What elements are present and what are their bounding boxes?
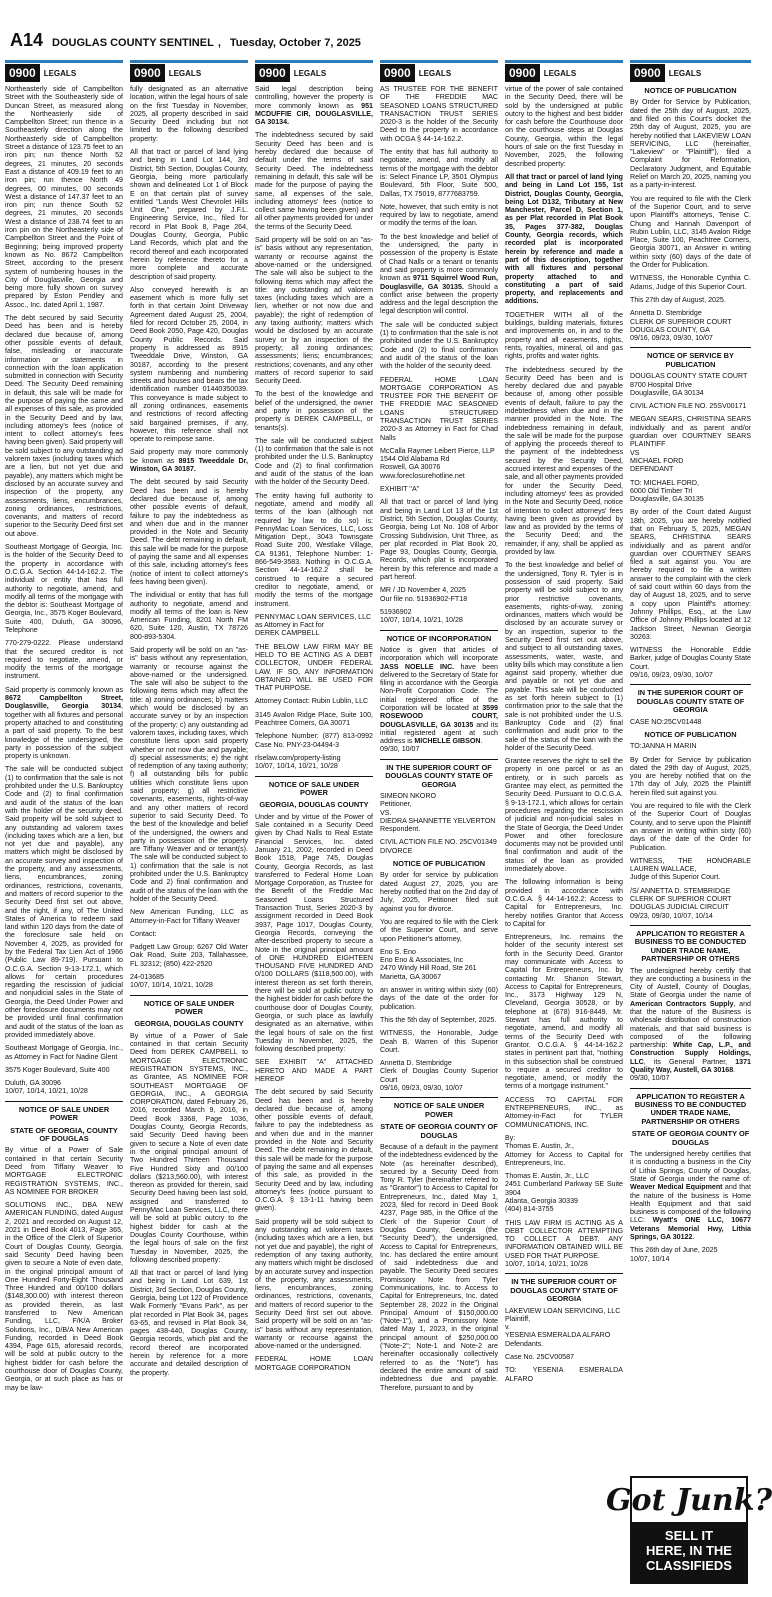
notice-heading: NOTICE OF SERVICE BY PUBLICATION	[647, 351, 734, 369]
legal-paragraph: WITNESS the Honorable Eddie Barker, judge of Douglas County State Court. 09/16, 09/23, 09/30, 10/07	[630, 646, 751, 680]
legal-paragraph: Thomas E. Austin, Jr., LLC 2451 Cumberland Parkway SE Suite 3904 Atlanta, Georgia 30339 (404) 814-3755	[505, 1172, 623, 1214]
legal-paragraph: This 27th day of August, 2025.	[630, 295, 726, 304]
legal-paragraph: Padgett Law Group: 6267 Old Water Oak Road, Suite 203, Tallahassee, FL 32312; (850) 422-2520	[130, 943, 248, 968]
legal-paragraph: To the best knowledge and belief of the undersigned, Tony R. Tyler is in possession of said property. Said property will be sold subject to any prior restrictive covenants, easements, rights-of-way, zoning ordinances, matters which would be disclosed by an accurate survey or by an inspection, superior to the Security Deed first set out above, and subject to all outstanding taxes, assessments, water, waste, and utility bills which may constitute a lien against said property, whether due and payable or not yet due and payable. This sale will be conducted as set forth herein subject to (1) confirmation prior to the sale that the sale is not prohibited under the U.S. Bankruptcy Code and (2) final confirmation and audit prior to the sale of the status of the loan with the holder of the Security Deed.	[505, 561, 623, 752]
legal-paragraph: McCalla Raymer Leibert Pierce, LLP 1544 Old Alabama Rd Roswell, GA 30076 www.foreclosurehotline.net	[380, 446, 495, 480]
legal-paragraph: This the 5th day of September, 2025.	[380, 1015, 497, 1024]
legal-paragraph: WITNESS, the Honorable, Judge Deah B. Warren of this Superior Court.	[380, 1029, 498, 1054]
divider	[255, 776, 373, 777]
legal-paragraph: By Order for Service by publication dated the 29th day of August, 2025, you are hereby notified that on the 17th day of July, 2025 the Plaintiff herein filed suit against you.	[630, 755, 751, 797]
page-header-line: A14 DOUGLAS COUNTY SENTINEL , Tuesday, October 7, 2025	[10, 30, 361, 50]
section-number: 0900	[130, 64, 165, 82]
legal-paragraph: MEGAN SEARS, CHRISTINA SEARS individually and as parent and/or guardian over COURTNEY SEARS PLAINTIFF VS MICHAEL FORD DEFENDANT	[630, 415, 751, 474]
divider	[380, 759, 498, 760]
legal-paragraph: By virtue of a Power of Sale contained in that certain Security Deed from Tiffany Weaver to MORTGAGE ELECTRONIC REGISTRATION SYSTEMS, INC., AS NOMINEE FOR BROKER	[5, 1146, 123, 1196]
legal-paragraph: LAKEVIEW LOAN SERVICING, LLC Plaintiff, v. YESENIA ESMERALDA ALFARO Defendants.	[505, 1306, 621, 1348]
run-dates: 09/23, 09/30, 10/07, 10/14	[630, 911, 713, 920]
legal-paragraph: You are required to file with the Clerk of the Superior Court, and to serve upon Plaintiff's attorneys, Tenise C. Chung and Hannah Davenport of Rubin Lublin, LLC, 3145 Avalon Ridge Place, Suite 100, Peachtree Corners, Georgia 30071, an Answer in writing within sixty (60) days of the date of the Order for Publication.	[630, 194, 751, 270]
legal-paragraph: AS TRUSTEE FOR THE BENEFIT OF THE FREDDIE MAC SEASONED LOANS STRUCTURED TRANSACTION TRUST SERIES 2020-3 is the holder of the Security Deed to the property in accordance with OCGA § 44-14-162.2.	[380, 85, 498, 143]
divider	[630, 684, 751, 685]
run-dates: 10/07, 10/14, 10/21, 10/28	[5, 1087, 88, 1096]
legal-paragraph: Said property will be sold subject to any outstanding ad valorem taxes (including taxes which are a lien, but not yet due and payable), the right of redemption of any taxing authority, any matters which might be disclosed by an accurate survey and inspection of the property, any assessments, liens, encumbrances, zoning ordinances, restrictions, covenants, and matters of record superior to the Security Deed first set out above. Said property will be sold on an "as-is" basis without any representation, warranty or recourse against the above-named or the undersigned.	[255, 1217, 373, 1351]
legal-paragraph	[255, 754, 373, 771]
section-label: LEGALS	[168, 68, 202, 78]
notice-heading: IN THE SUPERIOR COURT OF DOUGLAS COUNTY STATE OF GEORGIA	[636, 688, 745, 715]
notice-heading: IN THE SUPERIOR COURT OF DOUGLAS COUNTY STATE OF GEORGIA	[510, 1277, 618, 1304]
legal-paragraph: Attorney Contact: Rubin Lublin, LLC	[255, 697, 369, 706]
column-5	[505, 60, 623, 1590]
publication-name: DOUGLAS COUNTY SENTINEL	[52, 37, 214, 49]
section-label: LEGALS	[43, 68, 77, 78]
legal-paragraph: an answer in writing within sixty (60) days of the date of the order for publication.	[380, 986, 498, 1011]
legal-paragraph: TOGETHER WITH all of the buildings, building materials, fixtures and improvements on, in and to the property and all easements, rights, rents, royalties, mineral, oil and gas rights, profits and water rights.	[505, 310, 623, 361]
section-number: 0900	[505, 64, 540, 82]
legal-paragraph: Northeasterly side of Campbellton Street with the Southeasterly side of Duncan Street, as measured along the Northeasterly side of Campbellton Street; run thence in a Southeasterly direction along the Northeasterly side of Campbellton Street a distance of 123.75 feet to an iron pin; run thence North 52 degrees, 21 minutes, 20 seconds East a distance of 409.19 feet to an iron pin; run thence North 49 degrees, 00 minutes, 00 seconds West a distance of 147.37 feet to an iron pin; run thence South 52 degrees, 21 minutes, 20 seconds West a distance of 238.74 feet to an iron pin on the Northeasterly side of Campbellton Street and the Point of Beginning; being improved property known as No. 8672 Campbellton Street, according to the present system of numbering houses in the City of Douglasville, Georgia and being more fully shown on survey prepared by Eston Pendley and Assoc., Inc. dated April 1, 1987.	[5, 85, 123, 309]
run-dates: 09/16, 09/23, 09/30, 10/07	[630, 334, 713, 343]
run-dates: 09/16, 09/23, 09/30, 10/07	[630, 671, 713, 680]
notice-heading: APPLICATION TO REGISTER A BUSINESS TO BE CONDUCTED UNDER TRADE NAME, PARTNERSHIP OR OTHERS	[634, 928, 747, 964]
legal-paragraph: Duluth, GA 30096 10/07, 10/14, 10/21, 10/28	[5, 1079, 88, 1096]
legal-paragraph: To the best of the knowledge and belief of the undersigned, the owner and party in possession of the property is DEREK CAMPBELL, or tenants(s).	[255, 390, 373, 432]
legal-paragraph: Also conveyed herewith is an easement which is more fully set forth in that certain Joint Driveway Agreement dated August 25, 2004, filed for record October 25, 2004, in Deed Book 2050, Page 420, Douglas County Public Records. Said property is addressed as 8915 Tweeddale Drive, Winston, GA 30187, according to the present system numbering and numbering streets and houses and bears the tax identification number 01440350039. This conveyance is made subject to all zoning ordinances, easements and restrictions of record affecting said bargained premises, if any, however, this reference shall not operate to reimpose same.	[130, 285, 248, 444]
notice-heading: NOTICE OF SALE UNDER POWER	[268, 779, 360, 797]
column-1	[5, 60, 123, 1590]
legal-paragraph: Grantee reserves the right to sell the property in one parcel or as an entirety, or in such parcels as Grantee may elect, as permitted the Security Deed. Pursuant to O.C.G.A. § 9-13-172.1, which allows for certain procedures regarding the rescission of judicial and non-judicial sales in the State of Georgia, the Deed Under Power and other foreclosure documents may not be provided until final confirmation and audit of the status of the loan as provided immediately above.	[505, 757, 623, 874]
section-tab	[505, 60, 623, 83]
notice-heading: NOTICE OF SALE UNDER POWER	[18, 1104, 110, 1123]
notice-subheading: STATE OF GEORGIA, COUNTY OF DOUGLAS	[10, 1125, 118, 1143]
legal-paragraph: By Order for Service by Publication, dated the 25th day of August, 2025, and filed on this Court's docket the 25th day of August, 2025, you are hereby notified that LAKEVIEW LOAN SERVICING, LLC (hereinafter, "Lakeview" or "Plaintiff"), filed a Complaint for Reformation, Declaratory Judgment, and Equitable Relief on March 20, 2025, naming you as a party-in-interest.	[630, 98, 751, 190]
legal-paragraph: TO: YESENIA ESMERALDA ALFARO	[505, 1366, 623, 1383]
notice-subheading: NOTICE OF PUBLICATION	[644, 729, 737, 739]
ad-tagline: SELL IT HERE, IN THE CLASSIFIEDS	[632, 1522, 746, 1582]
legal-paragraph: The sale will be conducted subject (1) to confirmation that the sale is not prohibited under the U.S. Bankruptcy Code and (2) to final confirmation and audit of the status of the loan with the holder of the security deed. Said property will be sold subject to any outstanding ad valorem taxes (including taxes which are a lien, but not yet due and payable), any matters which might be disclosed by an accurate survey and inspection of the property, and any assessments, liens, encumbrances, zoning ordinances, restrictions, covenants, and matters of record superior to the Security Deed first set out above, and the right, if any, of The United States of America to redeem said land within 120 days from the date of the foreclosure sale held on November 4, 2025, as provided for by the Federal Tax Lien Act of 1966 (Public Law 89-719). Pursuant to O.C.G.A. Section 9-13-172.1, which allows for certain procedures regarding the rescission of judicial and nonjudicial sales in the State of Georgia, the Deed Under Power and other foreclosure documents may not be provided until final confirmation and audit of the status of the loan as provided immediately above.	[5, 765, 123, 1039]
section-label: LEGALS	[418, 68, 452, 78]
legal-paragraph: The debt secured by said Security Deed has been and is hereby declared due because of, among other possible events of default, failure to pay the indebtedness as and when due and in the manner provided in the Note and Security Deed. The debt remaining in default, this sale will be made for the purpose of paying the same and all expenses of this sale, as provided in the Security Deed and by law, including attorney's fees (notice pursuant to O.C.G.A. § 13-1-11 having been given).	[255, 1088, 373, 1213]
legal-paragraph: Annetta D. Stembridge Clerk of Douglas County Superior Court 09/16, 09/23, 09/30, 10/07	[380, 1059, 498, 1093]
classifieds-ad[interactable]	[605, 1476, 772, 1584]
legal-paragraph: Said property will be sold on an "as-is" basis without any representation, warranty or recourse against the above-named or the undersigned. The sale will also be subject to the following items which may affect the title: a) zoning ordinances; b) matters which would be disclosed by an accurate survey or by an inspection of the property; c) any outstanding ad valorem taxes, including taxes, which constitute liens upon said property whether or not now due and payable; d) special assessments; e) the right of redemption of any taxing authority; f) all outstanding bills for public utilities which constitute liens upon said property; g) all restrictive covenants, easements, rights-of-way and any other matters of record superior to said Security Deed. To the best of the knowledge and belief of the undersigned, the owners and party in possession of the property are Tiffany Weaver and or tenant(s). The sale will be conducted subject to 1) confirmation that the sale is not prohibited under the U.S. Bankruptcy Code and 2) final confirmation and audit of the status of the loan with the holder of the Security Deed.	[130, 646, 248, 903]
legal-paragraph: Contact:	[130, 929, 157, 938]
legal-paragraph: CIVIL ACTION FILE NO. 25CV01349 DIVORCE	[380, 838, 497, 855]
legal-paragraph: Annetta D. Stembridge CLERK OF SUPERIOR COURT DOUGLAS COUNTY, GA 09/16, 09/23, 09/30, 10/07	[630, 309, 732, 343]
legal-paragraph: Said property may more commonly be known as 8915 Tweeddale Dr, Winston, GA 30187.	[130, 448, 248, 474]
divider	[630, 1088, 751, 1089]
legal-paragraph: WITNESS, the Honorable Cynthia C. Adams, Judge of this Superior Court.	[630, 274, 751, 291]
section-tab	[630, 60, 751, 83]
section-number: 0900	[255, 64, 290, 82]
column-6	[605, 60, 772, 1590]
divider	[130, 995, 248, 996]
legal-paragraph: The sale will be conducted subject (1) to confirmation that the sale is not prohibited under the U.S. Bankruptcy Code and (2) to final confirmation and audit of the status of the loan with the holder of the Security Deed.	[255, 436, 373, 487]
divider	[380, 630, 498, 631]
legal-paragraph: Telephone Number: (877) 813-0992 Case No. PNY-23-04494-3	[255, 732, 373, 749]
notice-heading: NOTICE OF SALE UNDER POWER	[143, 998, 235, 1016]
notice-subheading: GEORGIA, DOUGLAS COUNTY	[259, 800, 369, 810]
page-number: A14	[10, 30, 44, 50]
section-tab	[5, 60, 123, 83]
legal-paragraph: CASE NO:25CV01448	[630, 717, 702, 726]
legal-paragraph: SOLUTIONS INC., DBA NEW AMERICAN FUNDING, dated August 2, 2021 and recorded on August 12, 2021 in Deed Book 4013, Page 365, in the Office of the Clerk of Superior Court of Douglas County, Georgia, said Security Deed having been given to secure a Note of even date, in the original principal amount of One Hundred Forty-Eight Thousand Three Hundred and 00/100 dollars ($148,300.00) with interest thereon as provided therein, as last transferred to New American Funding, LLC, F/K/A Broker Solutions, Inc., D/B/A New American Funding, recorded in Deed Book 4394, Page 615, aforesaid records, will be sold at public outcry to the highest bidder for cash before the courthouse door of Douglas County, Georgia, or at such place as has or may be law-	[5, 1201, 123, 1392]
legal-paragraph: All that tract or parcel of land lying and being in Land Lot 639, 1st District, 3rd Section, Douglas County, Georgia, being Lot 122 of Providence Walk Formerly "Evans Park", as per plat recorded in Plat Book 34, pages 63-65, and revised in Plat Book 34, pages 438-440, Douglas County, Georgia records, which plat and the record thereof are incorporated herein by reference for a more accurate and detailed description of the property.	[130, 1269, 248, 1377]
legal-paragraph: Southeast Mortgage of Georgia, Inc. is the holder of the Security Deed to the property in accordance with O.C.G.A. Section 44-14-162.2. The individual or entity that has full authority to negotiate, amend, and modify all terms of the mortgage with the debtor is: Southeast Mortgage of Georgia, Inc., 3575 Koger Boulevard, Suite 400, Duluth, GA 30096, Telephone	[5, 543, 123, 634]
ad-headline: Got Junk?	[632, 1478, 746, 1522]
legal-paragraph: The individual or entity that has full authority to negotiate, amend and modify all terms of the loan is New American Funding, 8201 North FM 620, Suite 120, Austin, TX 78726 800-893-5304.	[130, 591, 248, 641]
legal-paragraph: By order of the Court dated August 18th, 2025, you are hereby notified that on February 5, 2025, MEGAN SEARS, CHRISTINA SEARS individually and as parent and/or guardian over COURTNEY SEARS filed a suit against you. You are hereby required to file a written answer to the complaint with the clerk of said court within 60 days from the day of August 18, 2025, and to serve a copy upon Plaintiff's attorney: Johnny Phillips, Esq., at the Law Office of Johnny Phillips located at 12 Jackson Street, Newnan Georgia 30263.	[630, 508, 751, 641]
run-dates: 09/16, 09/23, 09/30, 10/07	[380, 1084, 463, 1093]
notice-subheading: STATE OF GEORGIA COUNTY OF DOUGLAS	[380, 1122, 498, 1140]
legal-paragraph: The sale will be conducted subject (1) to confirmation that the sale is not prohibited under the U.S. Bankruptcy Code and (2) to final confirmation and audit of the status of the loan with the holder of the security deed.	[380, 320, 498, 371]
legal-paragraph: FEDERAL HOME LOAN MORTGAGE CORPORATION AS TRUSTEE FOR THE BENEFIT OF THE FREDDIE MAC SEASONED LOANS STRUCTURED TRANSACTION TRUST SERIES 2020-3 as Attorney in Fact for Chad Nalls	[380, 375, 498, 442]
notice-heading: NOTICE OF INCORPORATION	[386, 633, 492, 643]
section-tab	[380, 60, 498, 83]
section-number: 0900	[380, 64, 415, 82]
legal-paragraph: CIVIL ACTION FILE NO. 25SV00171	[630, 402, 747, 411]
section-label: LEGALS	[543, 68, 577, 78]
legal-paragraph: You are required to file with the Clerk of the Superior Court, and serve upon Petitioner's attorney,	[380, 917, 498, 943]
notice-subheading: STATE OF GEORGIA COUNTY OF DOUGLAS	[631, 1129, 750, 1147]
legals-columns	[5, 60, 772, 1590]
notice-heading: NOTICE OF PUBLICATION	[644, 86, 737, 95]
legal-paragraph: Under and by virtue of the Power of Sale contained in a Security Deed given by Chad Nalls to Real Estate Financial Services, Inc. dated January 21, 2002, recorded in Deed Book 1518, Page 745, Douglas County, Georgia Records, as last transferred to Federal Home Loan Mortgage Corporation, as Trustee for the Benefit of the Freddie Mac Seasoned Loans Structured Transaction Trust, Series 2020-3 by assignment recorded in Deed Book 3937, Page 1017, Douglas County, Georgia Records, conveying the after-described property to secure a Note in the original principal amount of ONE HUNDRED EIGHTEEN THOUSAND FIVE HUNDRED AND 0/100 DOLLARS ($118,500.00), with interest thereon as set forth therein, there will be sold at public outcry to the highest bidder for cash before the courthouse door of Douglas County, Georgia, or such place as lawfully designated as an alternative, within the legal hours of sale on the first Tuesday in November, 2025, the following described property:	[255, 812, 373, 1054]
legal-paragraph: Because of a default in the payment of the indebtedness evidenced by the Note (as hereinafter described), secured by a Security Deed from Tony R. Tyler (hereinafter referred to as "Grantor") to Access to Capital for Entrepreneurs, Inc., dated May 1, 2023, filed for record in Deed Book 4237, Page 985, in the Office of the Clerk of the Superior Court of Douglas County, Georgia (the "Security Deed"), the undersigned, Access to Capital for Entrepreneurs, Inc. has declared the entire amount of said indebtedness due and payable. The Security Deed secures Promissory Note from Tyler Communications, Inc. to Access to Capital for Entrepreneurs, Inc. dated September 28, 2022 in the Original Principal Amount of $150,000.00 ("Note-1"), and a Promissory Note dated May 1, 2023, in the original principal amount of $250,000.00 ("Note-2"; Note-1 and Note-2 are hereinafter occasionally collectively referred to as the "Note") has declared the entire amount of said indebtedness due and payable. Therefore, pursuant to and by	[380, 1142, 498, 1392]
legal-paragraph: All that tract or parcel of land lying and being in Land Lot 144, 3rd District, 5th Section, Douglas County, Georgia, being more particularly shown and delineated Lot 1 of Block E on that certain plat of survey entitled "Lands West Chevrolet Hills Unit One," prepared by J.F.L. Engineering Service, Inc., filed for record in Plat Book 8, Page 264, Douglas County, Georgia, Public Land Records, which plat and the record thereof and each incorporated herein by reference thereto for a more complete and accurate description of said property.	[130, 148, 248, 281]
legal-paragraph: EXHIBIT "A"	[380, 485, 420, 494]
run-dates: 09/30, 10/07	[380, 745, 420, 754]
legal-paragraph: 51936902 10/07, 10/14, 10/21, 10/28	[380, 607, 463, 625]
run-dates: 09/30, 10/07	[630, 1074, 670, 1083]
section-label: LEGALS	[668, 68, 702, 78]
legal-paragraph: The entity that has full authority to negotiate, amend, and modify all terms of the mortgage with the debtor is: Select Finance LP, 3501 Olympus Boulevard, 5th Floor, Suite 500, Dallas, TX 75019, 8777683759.	[380, 148, 498, 198]
divider	[505, 1273, 623, 1274]
legal-paragraph: Eno S. Eno Eno Eno & Associates, Inc 2470 Windy Hill Road, Ste 261 Marietta, GA 30067	[380, 947, 477, 981]
column-3	[255, 60, 373, 1590]
legal-paragraph: Said legal description being controlling, however the property is more commonly known as 951 MCDUFFIE CIR, DOUGLASVILLE, GA 30134.	[255, 85, 373, 127]
run-dates: 10/07, 10/14	[630, 1254, 670, 1263]
legal-paragraph: Southeast Mortgage of Georgia, Inc., as Attorney in Fact for Nadine Glent	[5, 1044, 123, 1061]
legal-paragraph: /S/ ANNETTA D. STEMBRIDGE CLERK OF SUPERIOR COURT DOUGLAS JUDICIAL CIRCUIT 09/23, 09/30, 10/07, 10/14	[630, 886, 732, 920]
divider	[630, 347, 751, 348]
run-dates: 10/07, 10/14, 10/21, 10/28	[505, 1260, 588, 1269]
section-label: LEGALS	[293, 68, 327, 78]
legal-paragraph: 770-279-0222. Please understand that the secured creditor is not required to negotiate, amend, or modify the terms of the mortgage instrument.	[5, 639, 123, 681]
legal-paragraph: The indebtedness secured by said Security Deed has been and is hereby declared due because of default under the terms of said Security Deed. The indebtedness remaining in default, this sale will be made for the purpose of paying the same, all expenses of the sale, including attorneys' fees (notice to collect same having been given) and all other payments provided for under the terms of the Security Deed.	[255, 131, 373, 231]
legal-paragraph: By virtue of a Power of Sale contained in that certain Security Deed from DEREK CAMPBELL to MORTGAGE ELECTRONIC REGISTRATION SYSTEMS, INC., as Grantee, AS NOMINEE FOR SOUTHEAST MORTGAGE OF GEORGIA, INC., A GEORGIA CORPORATION, dated February 26, 2016, recorded March 9, 2016, in Deed Book 3368, Page 1036, Douglas County, Georgia Records, said Security Deed having been given to secure a Note of even date in the original principal amount of Two Hundred Thirteen Thousand Five Hundred Sixty and 00/100 dollars ($213,560.00), with interest thereon as provided for therein, said Security Deed having been last sold, assigned and transferred to PennyMac Loan Services, LLC, there will be sold at public outcry to the highest bidder for cash at the Douglas County Courthouse, within the legal hours of sale on the first Tuesday in November, 2025, the following described property:	[130, 1031, 248, 1264]
notice-heading: NOTICE OF SALE UNDER POWER	[393, 1101, 485, 1119]
legal-paragraph: The debt secured by said Security Deed has been and is hereby declared due because of, among other possible events of default, failure to pay the indebtedness as and when due and in the manner provided in the Note and Security Deed. The debt remaining in default, this sale will be made for the purpose of paying the same and all expenses of this sale, including attorney's fees (notice of intent to collect attorney's fees having been given).	[130, 478, 248, 586]
legal-paragraph: You are required to file with the Clerk of the Superior Court of Douglas County, and to serve upon the Plaintiff an answer in writing within sixty (60) days of the date of the Order for Publication.	[630, 802, 751, 852]
legal-paragraph: Note, however, that such entity is not required by law to negotiate, amend or modify the terms of the loan.	[380, 202, 498, 228]
legal-paragraph: Notice is given that articles of incorporation which will incorporate JASS NOELLE INC. have been delivered to the Secretary of State for filing in accordance with the Georgia Non-Profit Corporation Code. The initial registered office of the Corporation will be located at 3599 ROSEWOOD COURT, DOUGLASVILLE, GA 30135 and its initial registered agent at such address is MICHELLE GIBSON. 09/30, 10/07	[380, 645, 499, 754]
notice-heading: APPLICATION TO REGISTER A BUSINESS TO BE CONDUCTED UNDER TRADE NAME, PARTNERSHIP OR OTHERS	[634, 1091, 747, 1126]
legal-paragraph: Said property is commonly known as 8672 Campbellton Street, Douglasville, Georgia 30134, together with all fixtures and personal property attached to and constituting a part of said property. To the best knowledge of the undersigned, the party in possession of the subject property is unknown.	[5, 685, 123, 761]
run-dates: 10/07, 10/14, 10/21, 10/28	[255, 762, 338, 771]
notice-subheading: NOTICE OF PUBLICATION	[392, 859, 486, 869]
legal-paragraph: TO:JANNA H MARIN	[630, 742, 697, 751]
legal-paragraph: Entrepreneurs, Inc. remains the holder of the security interest set forth in the Security Deed. Grantor may communicate with Access to Capital for Entrepreneurs, Inc. by contacting Mr. Shanon Stewart, Access to Capital for Entrepreneurs, Inc., 3173 Highway 129 N, Cleveland, Georgia 30528, or by telephone at (678) 916-8449. Mr. Stewart has full authority to negotiate, amend, and modify all terms of the Security Deed with Grantor. O.C.G.A. § 44-14-162.2 states in pertinent part that, "nothing in this subsection shall be construed to require a secured creditor to negotiate, amend, or modify the terms of a mortgage instrument."	[505, 933, 623, 1091]
divider	[5, 1101, 123, 1102]
legal-paragraph: TO: MICHAEL FORD, 6000 Old Timber Trl Douglasville, GA 30135	[630, 478, 704, 504]
legal-paragraph: To the best knowledge and belief of the undersigned, the party in possession of the property is Estate of Chad Nalls or a tenant or tenants and said property is more commonly known as 9711 Squirrel Wood Run, Douglasville, GA 30135. Should a conflict arise between the property address and the legal description the legal description will control.	[380, 232, 498, 316]
legal-paragraph: The indebtedness secured by the Security Deed has been and is hereby declared due and payable because of, among other possible events of default, failure to pay the indebtedness when due and in the manner provided in the Note. The indebtedness remaining in default, the sale will be made for the purpose of applying the proceeds thereof to the payment of the indebtedness secured by the Security Deed, accrued interest and expenses of the sale, and all other payments provided for under the Security Deed, including attorneys' fees as provided in the Note and Security Deed, notice of intention to collect attorneys' fees having been given as provided by law and as provided by the terms of the Security Deed; and the remainder, if any, shall be applied as provided by law.	[505, 365, 623, 557]
legal-paragraph: 24-013685 10/07, 10/14, 10/21, 10/28	[130, 972, 213, 990]
legal-paragraph: All that tract or parcel of land lying and being in Land Lot 155, 1st District, Douglas County, Georgia, being Lot D132, Tributary at New Manchester, Parcel D, Section 1, as per Plat recorded in Plat Book 35, Pages 377-382, Douglas County, Georgia records, which recorded plat is incorporated herein by reference and made a part of this description, together with all fixtures and personal property attached to and constituting a part of said property, and replacements and additions.	[505, 172, 623, 306]
legal-paragraph: MR / JD November 4, 2025 Our file no. 51936902-FT18	[380, 586, 468, 603]
legal-paragraph: The undersigned hereby certify that they are conducting a business in the City of Austell, County of Douglas, State of Georgia under the name of American Contractors Supply, and that the nature of the Business is wholesale distribution of construction materials, and that said business is composed of the following partnership: White Cap, L.P., and Construction Supply Holdings, LLC, its General Partner, 1371 Quality Way, Austell, GA 30168. 09/30, 10/07	[630, 966, 752, 1083]
website-text: rlselaw.com/property-listing	[255, 753, 341, 762]
legal-paragraph: PENNYMAC LOAN SERVICES, LLC as Attorney in Fact for DEREK CAMPBELL	[255, 612, 372, 638]
legal-paragraph: THE BELOW LAW FIRM MAY BE HELD TO BE ACTING AS A DEBT COLLECTOR, UNDER FEDERAL LAW. IF SO, ANY INFORMATION OBTAINED WILL BE USED FOR THAT PURPOSE.	[255, 642, 373, 693]
notice-subheading: GEORGIA, DOUGLAS COUNTY	[134, 1019, 244, 1029]
notice-heading: IN THE SUPERIOR COURT OF DOUGLAS COUNTY STATE OF GEORGIA	[385, 762, 493, 789]
legal-paragraph: Said property will be sold on an "as-is" basis without any representation, warranty or recourse against the above-named or the undersigned. The sale will also be subject to the following items which may affect the title: any outstanding ad valorem taxes (including taxes which are a lien, whether or not now due and payable); the right of redemption of any taxing authority; matters which would be disclosed by an accurate survey or by an inspection of the property; all zoning ordinances; assessments; liens; encumbrances; restrictions; covenants, and any other matters of record superior to said Security Deed.	[255, 236, 373, 386]
column-4	[380, 60, 498, 1590]
legal-paragraph: By: Thomas E. Austin, Jr., Attorney for Access to Capital for Entrepreneurs, Inc.	[505, 1133, 623, 1167]
legal-paragraph: 3145 Avalon Ridge Place, Suite 100, Peachtree Corners, GA 30071	[255, 710, 373, 728]
legal-paragraph: The undersigned hereby certifies that it is conducting a business in the City of Lithia Springs, County of Douglas, State of Georgia under the name of: Weaver Medical Equipment and that the nature of the business is Home Health Equipment and that said business is composed of the following LLC: Wyatt's ONE LLC, 10677 Veterans Memorial Hwy, Lithia Springs, GA 30122.	[630, 1150, 751, 1242]
legal-paragraph: DOUGLAS COUNTY STATE COURT 8700 Hospital Drive Douglasville, GA 30134	[630, 372, 748, 397]
legal-paragraph: WITNESS, THE HONORABLE LAUREN WALLACE, Judge of this Superior Court.	[630, 856, 751, 882]
divider	[630, 925, 751, 926]
legal-paragraph: FEDERAL HOME LOAN MORTGAGE CORPORATION	[255, 1355, 373, 1372]
page-header	[0, 0, 756, 50]
legal-paragraph: All that tract or parcel of land lying and being in Land Lot 13 of the 1st District, 5th Section, Douglas County, Georgia, being Lot No. 108 of Arbor Crossing Subdivision, Unit Three, as per plat recorded in Plat Book 20, Page 93, Douglas County, Georgia, Records, which plat is incorporated herein by this reference and made a part hereof.	[380, 498, 498, 582]
legal-paragraph: New American Funding, LLC as Attorney-in-Fact for Tiffany Weaver	[130, 908, 248, 925]
divider	[380, 1097, 498, 1098]
legal-paragraph: 3575 Koger Boulevard, Suite 400	[5, 1065, 110, 1074]
legal-paragraph: Case No. 25CV00587	[505, 1353, 575, 1362]
legal-paragraph: fully designated as an alternative location, within the legal hours of sale on the first Tuesday in November, 2025, all property described in said Security Deed including but not limited to the following described property:	[130, 85, 248, 143]
legal-paragraph: This 26th day of June, 2025 10/07, 10/14	[630, 1246, 718, 1263]
section-number: 0900	[5, 64, 40, 82]
legal-paragraph: The following information is being provided in accordance with O.C.G.A. § 44-14-162.2: Access to Capital for Entrepreneurs, Inc. hereby notifies Grantor that Access to Capital for	[505, 878, 623, 928]
section-tab	[255, 60, 373, 83]
section-tab	[130, 60, 248, 83]
legal-paragraph: THIS LAW FIRM IS ACTING AS A DEBT COLLECTOR ATTEMPTING TO COLLECT A DEBT. ANY INFORMATION OBTAINED WILL BE USED FOR THAT PURPOSE. 10/07, 10/14, 10/21, 10/28	[505, 1218, 623, 1269]
legal-paragraph: By order for service by publication dated August 27, 2025, you are hereby notified that on the 2nd day of July, 2025, Petitioner filed suit against you for divorce.	[380, 871, 498, 913]
column-2	[130, 60, 248, 1590]
legal-paragraph: The debt secured by said Security Deed has been and is hereby declared due because of, among other possible events of default, false, misleading or inaccurate information or statements in connection with the loan application submitted in connection with Security Deed. The Security Deed remaining in default, this sale will be made for the purpose of paying the same and all expenses of this sale, as provided in the Security Deed and by law, including attorney's fees (notice of intent to collect attorney's fees having been given). Said property will be sold subject to any outstanding ad valorem taxes (including taxes which are a lien, but not yet due and payable), any matters which might be disclosed by an accurate survey and inspection of the property, any assessments, liens, encumbrances, zoning ordinances, restrictions, covenants, and matters of record superior to the Security Deed first set out above.	[5, 314, 123, 538]
legal-paragraph: ACCESS TO CAPITAL FOR ENTREPRENEURS, INC., as Attorney-in-Fact for TYLER COMMUNICATIONS, INC.	[505, 1095, 623, 1129]
section-number: 0900	[630, 64, 665, 82]
legal-paragraph: SIMEON NKORO Petitioner, VS. DIEDRA SHANNETTE YELVERTON Respondent.	[380, 792, 496, 834]
publication-date: Tuesday, October 7, 2025	[229, 37, 361, 49]
legal-paragraph: virtue of the power of sale contained in the Security Deed, there will be sold by the undersigned at public outcry to the highest and best bidder for cash before the Courthouse door on the courthouse steps at Douglas County, Georgia, within the legal hours of sale on the first Tuesday in November, 2025, the following described property:	[505, 85, 623, 168]
run-dates: 10/07, 10/14, 10/21, 10/28	[130, 981, 213, 990]
legal-paragraph: SEE EXHIBIT "A" ATTACHED HERETO AND MADE A PART HEREOF	[255, 1058, 373, 1083]
legal-paragraph: The entity having full authority to negotiate, amend and modify all terms of the loan (although not required by law to do so) is: PennyMac Loan Services, LLC, Loss Mitigation Dept., 3043 Townsgate Road Suite 200, Westlake Village, CA 91361, Telephone Number: 1-866-549-3583. Nothing in O.C.G.A. Section 44-14-162.2 shall be construed to require a secured creditor to negotiate, amend, or modify the terms of the mortgage instrument.	[255, 491, 373, 608]
run-dates: 10/07, 10/14, 10/21, 10/28	[380, 616, 463, 625]
